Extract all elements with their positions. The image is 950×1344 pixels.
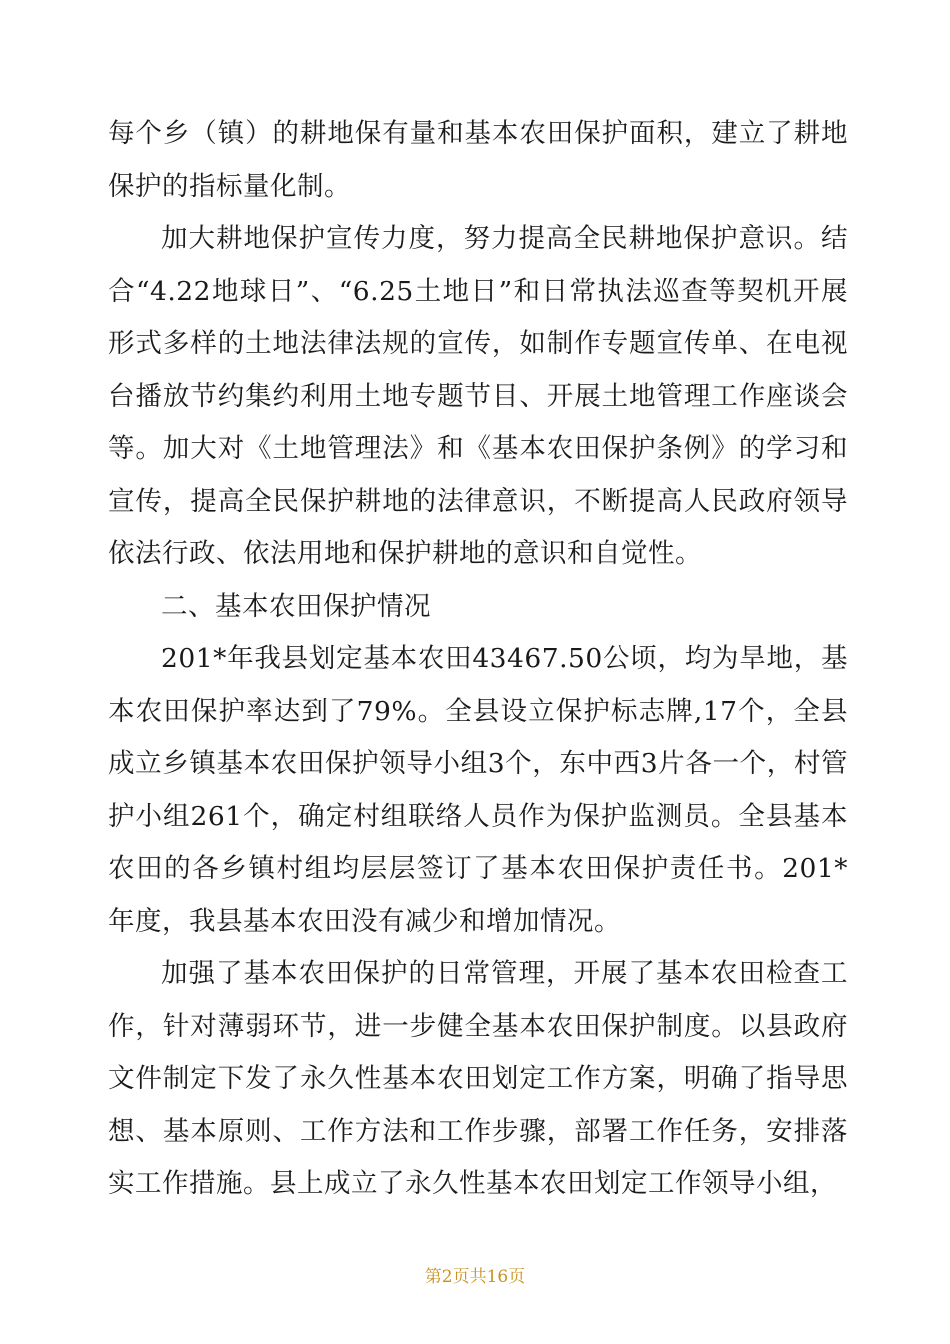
paragraph-continuation: 每个乡（镇）的耕地保有量和基本农田保护面积，建立了耕地保护的指标量化制。 (108, 118, 848, 202)
paragraph-farmland-status: 201*年我县划定基本农田43467.50公顷，均为旱地，基本农田保护率达到了79%。全县设立保护标志牌,17个，全县成立乡镇基本农田保护领导小组3个，东中西3片各一个，村管护小组261个，确定村组联络人员作为保护监测员。全县基本农田的各乡镇村组均层层签订了基本农田保护责任书。201*年度，我县基本农田没有减少和增加情况。 (108, 643, 848, 937)
page-footer: 第2页共16页 (424, 1267, 526, 1287)
paragraph-publicity: 加大耕地保护宣传力度，努力提高全民耕地保护意识。结合“4.22地球日”、“6.25土地日”和日常执法巡查等契机开展形式多样的土地法律法规的宣传，如制作专题宣传单、在电视台播放节约集约利用土地专题节目、开展土地管理工作座谈会等。加大对《土地管理法》和《基本农田保护条例》的学习和宣传，提高全民保护耕地的法律意识，不断提高人民政府领导依法行政、依法用地和保护耕地的意识和自觉性。 (108, 223, 848, 569)
document-body (108, 108, 848, 1211)
paragraph-daily-management: 加强了基本农田保护的日常管理，开展了基本农田检查工作，针对薄弱环节，进一步健全基本农田保护制度。以县政府文件制定下发了永久性基本农田划定工作方案，明确了指导思想、基本原则、工作方法和工作步骤，部署工作任务，安排落实工作措施。县上成立了永久性基本农田划定工作领导小组， (108, 958, 848, 1199)
section-heading: 二、基本农田保护情况 (161, 590, 431, 622)
